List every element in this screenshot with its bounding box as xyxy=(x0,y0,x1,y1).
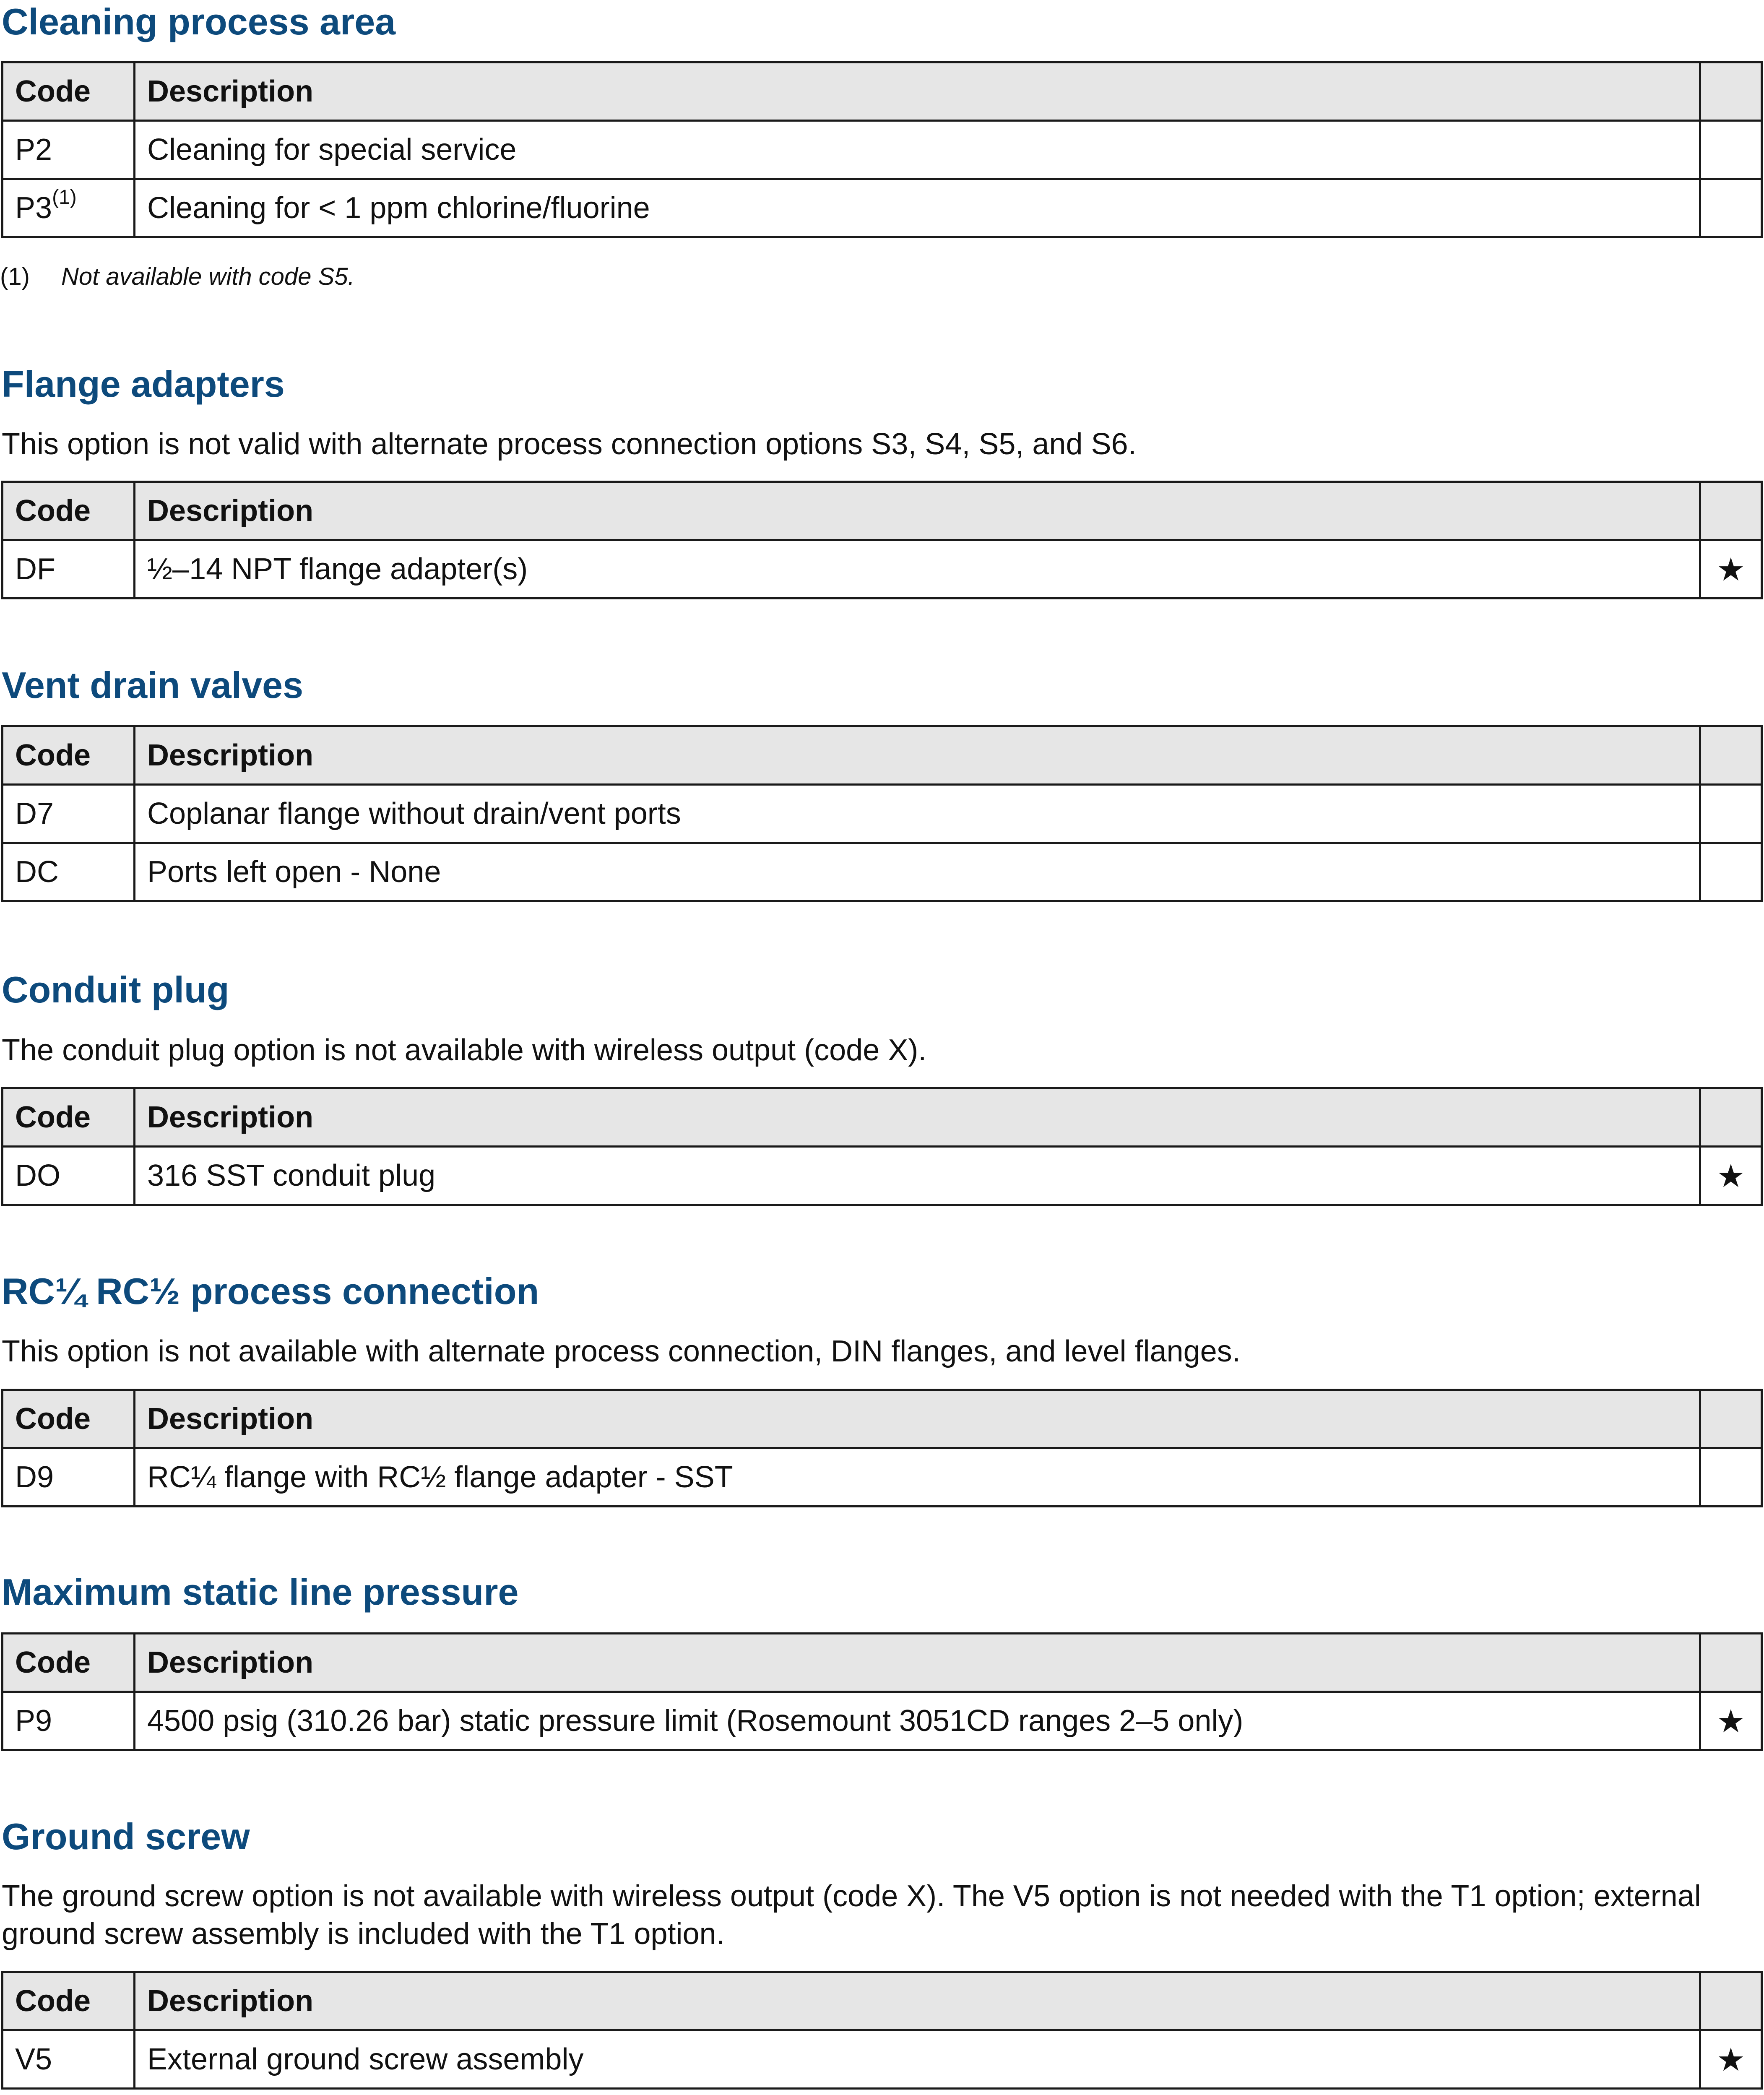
vent-heading: Vent drain valves xyxy=(2,664,304,706)
ground-heading: Ground screw xyxy=(2,1816,250,1857)
row-description: RC¼ flange with RC½ flange adapter - SST xyxy=(135,1448,1700,1507)
table-row xyxy=(3,1147,1762,1205)
row-mark xyxy=(1700,843,1762,901)
row-code: DO xyxy=(3,1147,135,1205)
code-header: Code xyxy=(3,1972,135,2030)
row-description: 316 SST conduit plug xyxy=(135,1147,1700,1205)
row-code: V5 xyxy=(3,2030,135,2089)
table-header-row xyxy=(3,726,1762,785)
row-description: Cleaning for special service xyxy=(135,121,1700,179)
mark-header xyxy=(1700,726,1762,785)
conduit-heading: Conduit plug xyxy=(2,969,229,1010)
table-header-row xyxy=(3,1972,1762,2030)
row-description: 4500 psig (310.26 bar) static pressure limit (Rosemount 3051CD ranges 2–5 only) xyxy=(135,1692,1700,1750)
conduit-intro: The conduit plug option is not available with wireless output (code X). xyxy=(2,1033,927,1067)
ground-table xyxy=(1,1971,1763,2090)
row-description: Cleaning for < 1 ppm chlorine/fluorine xyxy=(135,179,1700,237)
rc-intro: This option is not available with alternate process connection, DIN flanges, and level flanges. xyxy=(2,1335,1241,1368)
rc-heading: RC¼ RC½ process connection xyxy=(2,1270,539,1312)
cleaning-table xyxy=(1,61,1763,238)
description-header: Description xyxy=(135,1088,1700,1147)
conduit-table xyxy=(1,1087,1763,1206)
row-mark xyxy=(1700,179,1762,237)
description-header: Description xyxy=(135,726,1700,785)
mark-header xyxy=(1700,482,1762,540)
description-header: Description xyxy=(135,1972,1700,2030)
table-header-row xyxy=(3,62,1762,121)
row-description: Coplanar flange without drain/vent ports xyxy=(135,785,1700,843)
code-header: Code xyxy=(3,1088,135,1147)
table-row xyxy=(3,1692,1762,1750)
pressure-heading: Maximum static line pressure xyxy=(2,1571,519,1613)
table-row xyxy=(3,843,1762,901)
description-header: Description xyxy=(135,1390,1700,1448)
mark-header xyxy=(1700,1390,1762,1448)
table-row xyxy=(3,540,1762,599)
table-row xyxy=(3,2030,1762,2089)
mark-header xyxy=(1700,1634,1762,1692)
pressure-table xyxy=(1,1632,1763,1751)
row-code: D9 xyxy=(3,1448,135,1507)
star-icon: ★ xyxy=(1700,540,1762,599)
table-header-row xyxy=(3,1390,1762,1448)
ground-intro: The ground screw option is not available with wireless output (code X). The V5 option is not needed with the T1 option; external ground screw assembly is included with the T1 option. xyxy=(2,1879,1701,1951)
description-header: Description xyxy=(135,482,1700,540)
flange-intro: This option is not valid with alternate process connection options S3, S4, S5, and S6. xyxy=(2,427,1137,461)
row-mark xyxy=(1700,1448,1762,1507)
cleaning-heading: Cleaning process area xyxy=(2,1,396,42)
table-row xyxy=(3,179,1762,237)
row-code: DC xyxy=(3,843,135,901)
row-mark xyxy=(1700,785,1762,843)
footnote-number: (1) xyxy=(0,263,30,290)
code-header: Code xyxy=(3,726,135,785)
row-description: External ground screw assembly xyxy=(135,2030,1700,2089)
mark-header xyxy=(1700,1972,1762,2030)
description-header: Description xyxy=(135,1634,1700,1692)
row-code: P9 xyxy=(3,1692,135,1750)
code-text: P3 xyxy=(15,191,52,225)
table-row xyxy=(3,1448,1762,1507)
row-code: P2 xyxy=(3,121,135,179)
rc-table xyxy=(1,1389,1763,1507)
row-mark xyxy=(1700,121,1762,179)
mark-header xyxy=(1700,62,1762,121)
code-header: Code xyxy=(3,482,135,540)
code-header: Code xyxy=(3,1390,135,1448)
mark-header xyxy=(1700,1088,1762,1147)
flange-table xyxy=(1,481,1763,599)
table-row xyxy=(3,121,1762,179)
row-code xyxy=(3,179,135,237)
footnote-text: Not available with code S5. xyxy=(61,263,355,290)
star-icon: ★ xyxy=(1700,1692,1762,1750)
row-code: DF xyxy=(3,540,135,599)
code-header: Code xyxy=(3,62,135,121)
row-code: D7 xyxy=(3,785,135,843)
description-header: Description xyxy=(135,62,1700,121)
table-header-row xyxy=(3,482,1762,540)
table-row xyxy=(3,785,1762,843)
table-header-row xyxy=(3,1634,1762,1692)
footnote-reference: (1) xyxy=(52,186,77,208)
row-description: ½–14 NPT flange adapter(s) xyxy=(135,540,1700,599)
code-header: Code xyxy=(3,1634,135,1692)
flange-heading: Flange adapters xyxy=(2,363,285,405)
row-description: Ports left open - None xyxy=(135,843,1700,901)
vent-table xyxy=(1,725,1763,902)
table-header-row xyxy=(3,1088,1762,1147)
star-icon: ★ xyxy=(1700,2030,1762,2089)
star-icon: ★ xyxy=(1700,1147,1762,1205)
